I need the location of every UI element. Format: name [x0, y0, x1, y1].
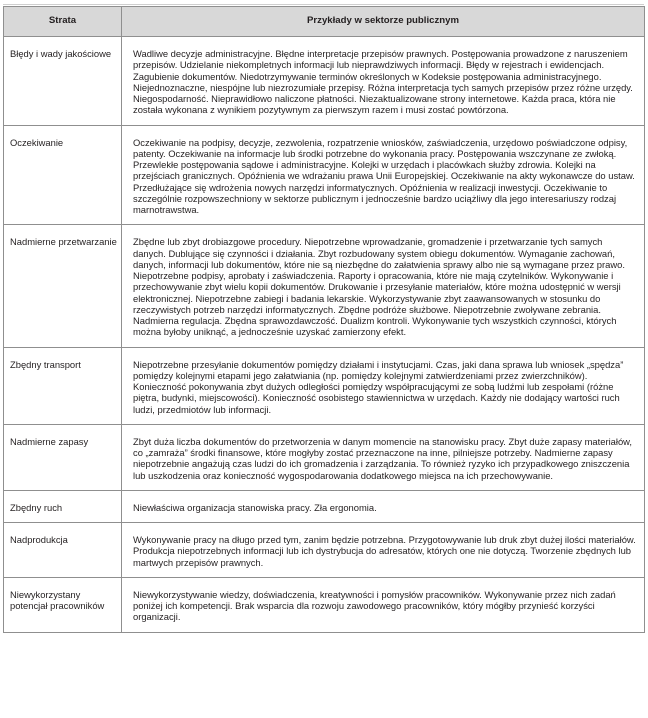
strata-name-cell: Nadmierne przetwarzanie — [4, 225, 122, 347]
table-row — [4, 424, 645, 490]
strata-examples-cell: Niewłaściwa organizacja stanowiska pracy. Zła ergonomia. — [122, 490, 645, 522]
table-body — [4, 37, 645, 633]
strata-name-cell: Zbędny transport — [4, 347, 122, 424]
table-row — [4, 125, 645, 225]
strata-examples-cell: Zbędne lub zbyt drobiazgowe procedury. Niepotrzebne wprowadzanie, gromadzenie i przetwarzanie tych samych danych. Dublujące się czynności i działania. Zbyt rozbudowany system obiegu dokumentów. Wymaganie zachowań, danych, informacji lub dokumentów, które nie są niezbędne do załatwienia sprawy albo nie są wymagane przez prawo. Niepotrzebne podpisy, aprobaty i zaświadczenia. Raporty i opracowania, które nie mają czytelników. Wykonywanie i przechowywanie zbyt wielu kopii dokumentów. Drukowanie i przesyłanie materiałów, które można udostępnić w wersji elektronicznej. Niepotrzebne zabiegi i badania lekarskie. Wykorzystywanie zbyt zaawansowanych w stosunku do rzeczywistych potrzeb narzędzi informatycznych. Zbędne podróże służbowe. Niepotrzebnie zwoływane zebrania. Nadmierna regulacja. Zbędna sprawozdawczość. Dualizm kontroli. Wykonywanie tych wszystkich czynności, których można byłoby uniknąć, a jednocześnie uzyskać zamierzony efekt. — [122, 225, 645, 347]
table-row — [4, 523, 645, 578]
table-header-row — [4, 7, 645, 37]
table-row — [4, 225, 645, 347]
table-row — [4, 347, 645, 424]
strata-name-cell: Niewykorzystany potencjał pracowników — [4, 577, 122, 632]
strata-name-cell: Oczekiwanie — [4, 125, 122, 225]
strata-name-cell: Nadmierne zapasy — [4, 424, 122, 490]
header-strata: Strata — [4, 7, 122, 37]
strata-name-cell: Błędy i wady jakościowe — [4, 37, 122, 126]
strata-examples-cell: Wykonywanie pracy na długo przed tym, zanim będzie potrzebna. Przygotowywanie lub druk zbyt dużej ilości materiałów. Produkcja niepotrzebnych informacji lub ich dystrybucja do adresatów, których one nie dotyczą. Tworzenie zbędnych lub martwych przepisów prawnych. — [122, 523, 645, 578]
top-divider — [3, 0, 644, 5]
table-row — [4, 37, 645, 126]
strata-name-cell: Nadprodukcja — [4, 523, 122, 578]
strata-examples-cell: Zbyt duża liczba dokumentów do przetworzenia w danym momencie na stanowisku pracy. Zbyt duże zapasy materiałów, co „zamraża” środki finansowe, które mogłyby zostać przeznaczone na inne, pilniejsze potrzeby. Nadmierne zapasy niepotrzebnie angażują czas ludzi do ich gromadzenia i zarządzania. To również ryzyko ich przypadkowego zniszczenia lub uszkodzenia oraz konieczność wygospodarowania dodatkowego miejsca na ich przechowywanie. — [122, 424, 645, 490]
waste-strata-table — [3, 6, 645, 633]
table-row — [4, 577, 645, 632]
strata-name-cell: Zbędny ruch — [4, 490, 122, 522]
strata-examples-cell: Wadliwe decyzje administracyjne. Błędne interpretacje przepisów prawnych. Postępowania prowadzone z naruszeniem przepisów. Udzielanie niekompletnych informacji lub nieprawdziwych informacji. Błędy w rejestrach i ewidencjach. Zagubienie dokumentów. Niedotrzymywanie terminów określonych w Kodeksie postępowania administracyjnego. Niejednoznaczne, niespójne lub niezrozumiałe przepisy. Różna interpretacja tych samych przepisów przez różne urzędy. Niegospodarność. Nieprawidłowo naliczone płatności. Niezaktualizowane strony internetowe. Każda praca, która nie została wykonana z wynikiem pozytywnym za pierwszym razem i musi zostać powtórzona. — [122, 37, 645, 126]
strata-examples-cell: Niewykorzystywanie wiedzy, doświadczenia, kreatywności i pomysłów pracowników. Wykonywanie przez nich zadań poniżej ich kompetencji. Brak wsparcia dla rozwoju zawodowego pracowników, który mógłby przynieść korzyści organizacji. — [122, 577, 645, 632]
strata-examples-cell: Oczekiwanie na podpisy, decyzje, zezwolenia, rozpatrzenie wniosków, zaświadczenia, urzędowo poświadczone odpisy, patenty. Oczekiwanie na informacje lub środki potrzebne do wykonania pracy. Postępowania wszczynane ze zwłoką. Przewlekłe postępowania sądowe i administracyjne. Kolejki w urzędach i placówkach służby zdrowia. Kolejki na przejściach granicznych. Opóźnienia we wdrażaniu prawa Unii Europejskiej. Oczekiwanie na akty wykonawcze do ustaw. Przedłużające się wdrożenia nowych narzędzi informatycznych. Opóźnienia w realizacji inwestycji. Oczekiwanie to szczególnie rozpowszechniony w sektorze publicznym i jednocześnie bardzo uciążliwy dla jego interesariuszy rodzaj marnotrawstwa. — [122, 125, 645, 225]
header-examples: Przykłady w sektorze publicznym — [122, 7, 645, 37]
table-row — [4, 490, 645, 522]
strata-examples-cell: Niepotrzebne przesyłanie dokumentów pomiędzy działami i instytucjami. Czas, jaki dana sprawa lub wniosek „spędza” pomiędzy kolejnymi etapami jego załatwiania (np. pomiędzy kolejnymi zatwierdzeniami przez zwierzchników). Konieczność pokonywania zbyt dużych odległości pomiędzy współpracującymi ze sobą ludźmi lub zespołami (różne piętra, budynki, miejscowości). Konieczność osobistego stawiennictwa w urzędach. Każdy nie dodający wartości ruch ludzi, przedmiotów lub informacji. — [122, 347, 645, 424]
